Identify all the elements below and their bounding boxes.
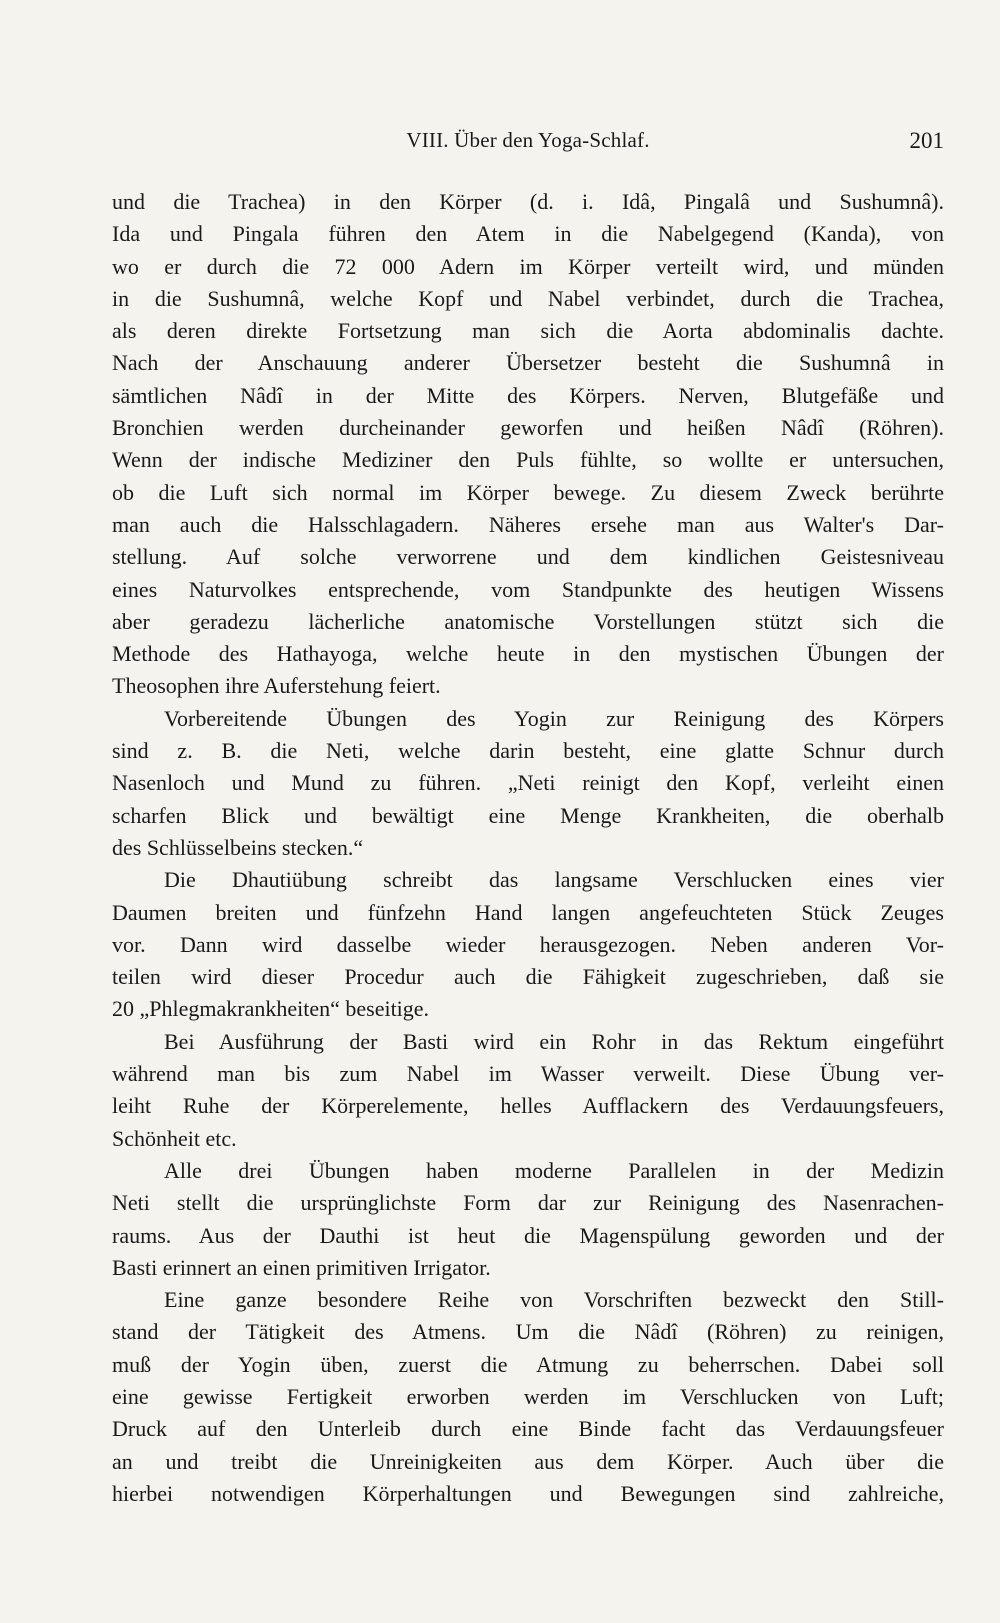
text-line: man auch die Halsschlagadern. Näheres ersehe man aus Walter's Dar-: [112, 511, 944, 537]
text-line: Theosophen ihre Auferstehung feiert.: [112, 673, 441, 699]
text-line: Basti erinnert an einen primitiven Irrigator.: [112, 1254, 491, 1280]
chapter-title: VIII. Über den Yoga-Schlaf.: [406, 128, 650, 152]
text-line: raums. Aus der Dauthi ist heut die Magenspülung geworden und der: [112, 1222, 944, 1248]
text-line: Vorbereitende Übungen des Yogin zur Reinigung des Körpers: [164, 705, 944, 731]
text-line: Neti stellt die ursprünglichste Form dar zur Reinigung des Nasenrachen-: [112, 1190, 944, 1216]
text-line: muß der Yogin üben, zuerst die Atmung zu beherrschen. Dabei soll: [112, 1351, 944, 1377]
text-line: Wenn der indische Mediziner den Puls fühlte, so wollte er untersuchen,: [112, 447, 944, 473]
running-head: [112, 128, 944, 162]
text-line: hierbei notwendigen Körperhaltungen und Bewegungen sind zahlreiche,: [112, 1480, 944, 1506]
text-line: und die Trachea) in den Körper (d. i. Idâ, Pingalâ und Sushumnâ).: [112, 189, 944, 214]
text-line: wo er durch die 72 000 Adern im Körper verteilt wird, und münden: [112, 253, 944, 279]
text-line: Alle drei Übungen haben moderne Parallelen in der Medizin: [164, 1157, 944, 1183]
text-line: in die Sushumnâ, welche Kopf und Nabel verbindet, durch die Trachea,: [112, 285, 944, 311]
text-line: Bei Ausführung der Basti wird ein Rohr in das Rektum eingeführt: [164, 1028, 944, 1054]
text-line: während man bis zum Nabel im Wasser verweilt. Diese Übung ver-: [112, 1061, 944, 1087]
text-line: teilen wird dieser Procedur auch die Fähigkeit zugeschrieben, daß sie: [112, 964, 944, 990]
text-line: sämtlichen Nâdî in der Mitte des Körpers. Nerven, Blutgefäße und: [112, 382, 944, 408]
text-line: an und treibt die Unreinigkeiten aus dem Körper. Auch über die: [112, 1448, 944, 1474]
text-line: stand der Tätigkeit des Atmens. Um die Nâdî (Röhren) zu reinigen,: [112, 1319, 944, 1345]
text-line: Die Dhautiübung schreibt das langsame Verschlucken eines vier: [164, 867, 944, 893]
text-line: Schönheit etc.: [112, 1125, 237, 1151]
text-line: eines Naturvolkes entsprechende, vom Standpunkte des heutigen Wissens: [112, 576, 944, 602]
text-line: Nasenloch und Mund zu führen. „Neti reinigt den Kopf, verleiht einen: [112, 770, 944, 796]
text-line: des Schlüsselbeins stecken.“: [112, 834, 364, 860]
text-line: als deren direkte Fortsetzung man sich die Aorta abdominalis dachte.: [112, 318, 944, 344]
text-line: Eine ganze besondere Reihe von Vorschriften bezweckt den Still-: [164, 1287, 944, 1313]
text-line: Druck auf den Unterleib durch eine Binde facht das Verdauungsfeuer: [112, 1416, 944, 1442]
text-line: Methode des Hathayoga, welche heute in den mystischen Übungen der: [112, 641, 944, 667]
text-line: aber geradezu lächerliche anatomische Vorstellungen stützt sich die: [112, 608, 944, 634]
body-text: [112, 186, 944, 1510]
text-line: ob die Luft sich normal im Körper bewege. Zu diesem Zweck berührte: [112, 479, 944, 505]
text-line: leiht Ruhe der Körperelemente, helles Aufflackern des Verdauungsfeuers,: [112, 1093, 944, 1119]
text-line: eine gewisse Fertigkeit erworben werden im Verschlucken von Luft;: [112, 1383, 944, 1409]
text-line: vor. Dann wird dasselbe wieder herausgezogen. Neben anderen Vor-: [112, 931, 944, 957]
text-line: Ida und Pingala führen den Atem in die Nabelgegend (Kanda), von: [112, 221, 944, 247]
text-line: scharfen Blick und bewältigt eine Menge Krankheiten, die oberhalb: [112, 802, 944, 828]
text-line: 20 „Phlegmakrankheiten“ beseitige.: [112, 996, 430, 1022]
text-line: Daumen breiten und fünfzehn Hand langen angefeuchteten Stück Zeuges: [112, 899, 944, 925]
text-line: Bronchien werden durcheinander geworfen und heißen Nâdî (Röhren).: [112, 415, 944, 441]
text-line: sind z. B. die Neti, welche darin besteht, eine glatte Schnur durch: [112, 738, 944, 764]
text-line: stellung. Auf solche verworrene und dem kindlichen Geistesniveau: [112, 544, 944, 570]
text-line: Nach der Anschauung anderer Übersetzer besteht die Sushumnâ in: [112, 350, 944, 376]
page-number: 201: [909, 128, 944, 153]
